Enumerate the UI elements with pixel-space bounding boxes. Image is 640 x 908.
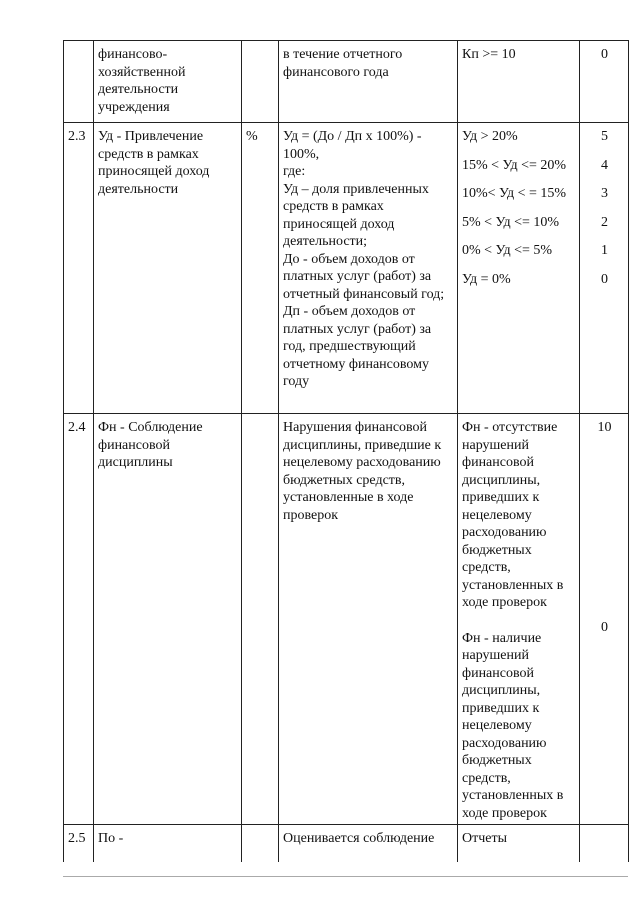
table-row: [64, 825, 629, 863]
criterion: Отчеты: [462, 831, 508, 846]
page-bottom-rule: [63, 876, 628, 877]
criteria-cell: [458, 414, 580, 825]
criteria-cell: [458, 41, 580, 123]
row-number: [64, 41, 94, 123]
score-cell: [580, 41, 629, 123]
score: 5: [601, 129, 608, 144]
score: 4: [601, 157, 608, 173]
criterion: Фн - наличие нарушений финансовой дисциплины, приведших к нецелевому расходованию бюджетных средств, установленных в ходе проверок: [462, 630, 564, 821]
formula-cell: Нарушения финансовой дисциплины, приведшие к нецелевому расходованию бюджетных средств, установленные в ходе проверок: [279, 414, 458, 825]
score: 1: [601, 243, 608, 258]
score: 0: [601, 271, 608, 287]
score: 0: [601, 47, 608, 62]
criteria-cell: [458, 825, 580, 863]
formula-cell: Оценивается соблюдение: [279, 825, 458, 863]
score: 2: [601, 214, 608, 230]
row-number: 2.3: [64, 123, 94, 414]
criterion: 5% < Уд <= 10%: [462, 214, 560, 230]
indicator-name: Уд - Привлечение средств в рамках приносящей доход деятельности: [94, 123, 242, 414]
formula-line: Уд = (До / Дп x 100%) - 100%,: [283, 129, 422, 162]
unit-cell: [242, 414, 279, 825]
formula-cell: [279, 123, 458, 414]
table-row: [64, 414, 629, 825]
score: 10: [597, 420, 612, 435]
unit-cell: [242, 41, 279, 123]
formula-cell: в течение отчетного финансового года: [279, 41, 458, 123]
score-cell: [580, 123, 629, 414]
criteria-table: [63, 40, 629, 862]
formula-line: До - объем доходов от платных услуг (работ) за отчетный финансовый год;: [283, 251, 445, 302]
indicator-name: Фн - Соблюдение финансовой дисциплины: [94, 414, 242, 825]
score-cell: [580, 414, 629, 825]
formula-line: где:: [283, 164, 306, 179]
score: 3: [601, 186, 608, 201]
score: 0: [601, 620, 608, 635]
criterion: Уд = 0%: [462, 271, 511, 287]
indicator-name: финансово-хозяйственной деятельности учреждения: [94, 41, 242, 123]
criterion: 15% < Уд <= 20%: [462, 157, 567, 173]
unit-cell: %: [242, 123, 279, 414]
formula-line: Уд – доля привлеченных средств в рамках приносящей доход деятельности;: [283, 181, 429, 249]
score-cell: [580, 825, 629, 863]
criterion: Уд > 20%: [462, 129, 518, 144]
formula-line: Дп - объем доходов от платных услуг (работ) за год, предшествующий отчетному финансовому году: [283, 304, 432, 389]
criteria-cell: [458, 123, 580, 414]
table-row: [64, 123, 629, 414]
criterion: 10%< Уд < = 15%: [462, 186, 567, 201]
indicator-name: По -: [94, 825, 242, 863]
row-number: 2.4: [64, 414, 94, 825]
unit-cell: [242, 825, 279, 863]
criterion: 0% < Уд <= 5%: [462, 243, 553, 258]
table-row: [64, 41, 629, 123]
row-number: 2.5: [64, 825, 94, 863]
criterion: Кп >= 10: [462, 47, 516, 62]
criterion: Фн - отсутствие нарушений финансовой дисциплины, приведших к нецелевому расходованию бюджетных средств, установленных в ходе проверок: [462, 420, 564, 610]
